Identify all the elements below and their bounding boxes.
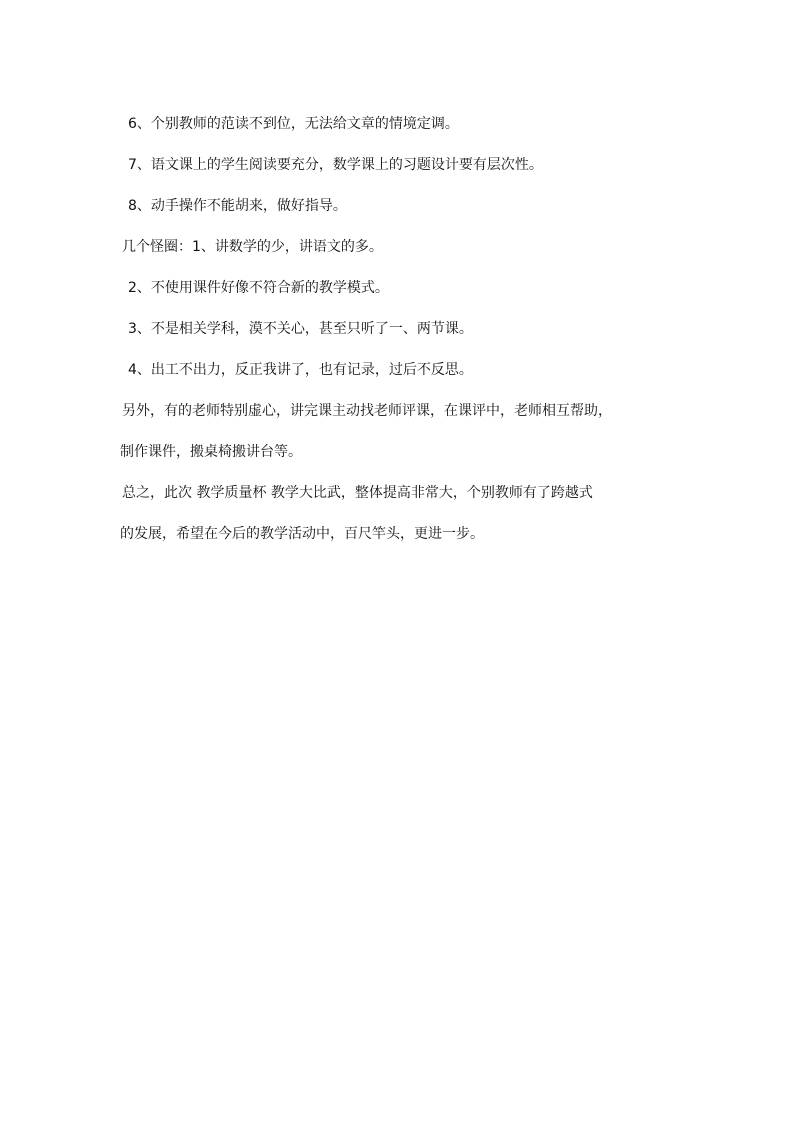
paragraph-other-line2: 制作课件，搬桌椅搬讲台等。 — [120, 444, 302, 460]
paragraph-item-8: 8、动手操作不能胡来，做好指导。 — [128, 198, 347, 214]
paragraph-strange-circles: 几个怪圈：1、讲数学的少，讲语文的多。 — [122, 239, 383, 255]
paragraph-circle-4: 4、出工不出力，反正我讲了，也有记录，过后不反思。 — [128, 362, 473, 378]
paragraph-other-line1: 另外，有的老师特别虚心，讲完课主动找老师评课，在课评中，老师相互帮助， — [122, 403, 612, 419]
paragraph-summary-line2: 的发展，希望在今后的教学活动中，百尺竿头，更进一步。 — [120, 526, 484, 542]
paragraph-item-6: 6、个别教师的范读不到位，无法给文章的情境定调。 — [128, 116, 459, 132]
document-body — [120, 104, 680, 555]
paragraph-circle-3: 3、不是相关学科，漠不关心，甚至只听了一、两节课。 — [128, 321, 473, 337]
paragraph-circle-2: 2、不使用课件好像不符合新的教学模式。 — [128, 280, 389, 296]
paragraph-item-7: 7、语文课上的学生阅读要充分，数学课上的习题设计要有层次性。 — [128, 157, 543, 173]
paragraph-summary-line1: 总之，此次 教学质量杯 教学大比武，整体提高非常大，个别教师有了跨越式 — [122, 485, 593, 501]
